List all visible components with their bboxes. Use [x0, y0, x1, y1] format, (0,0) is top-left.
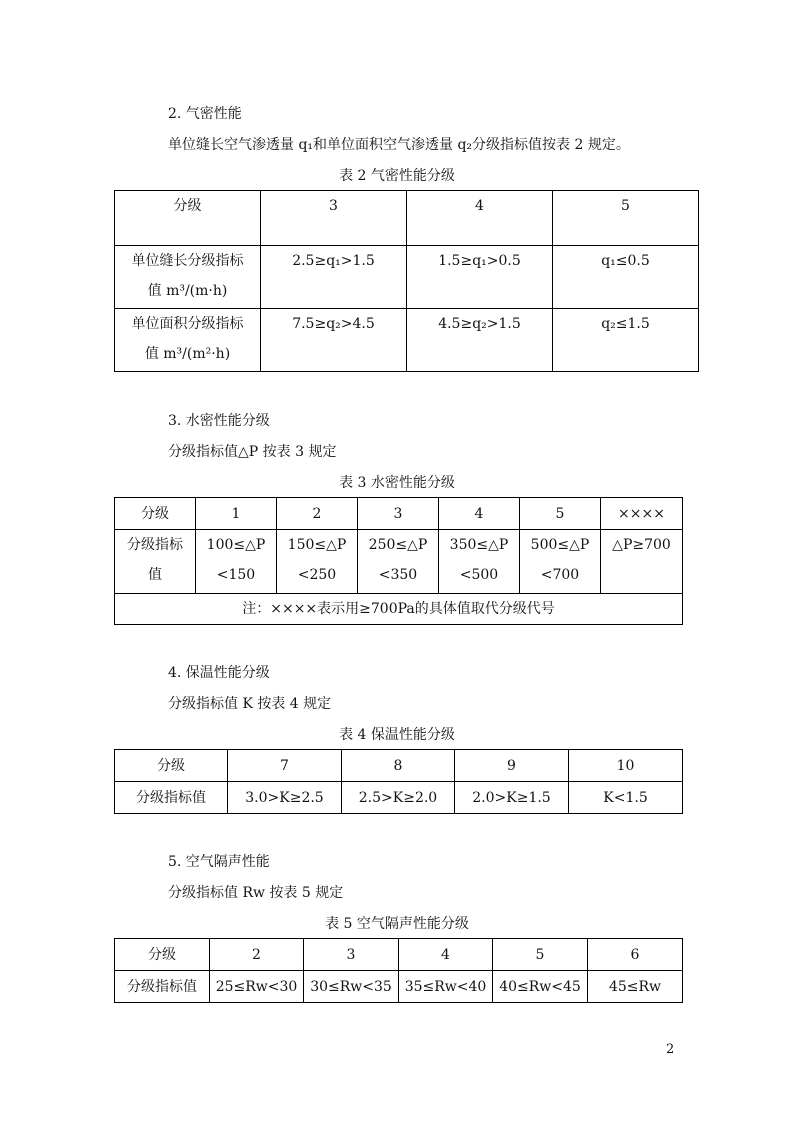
table-cell — [196, 530, 277, 594]
page-number: 2 — [666, 1042, 675, 1057]
section-3-intro: 分级指标值△P 按表 3 规定 — [168, 444, 337, 460]
row-label-line-1: 单位面积分级指标 — [131, 316, 244, 332]
table-cell: 7.5≥q₂>4.5 — [261, 309, 407, 372]
cell-line-1: △P≥700 — [612, 537, 671, 553]
table-cell: 30≤Rw<35 — [304, 971, 399, 1003]
table-cell: 3.0>K≥2.5 — [228, 782, 342, 814]
table-row — [115, 530, 683, 594]
table-row — [115, 309, 699, 372]
table-4-insulation — [114, 749, 683, 814]
table-note: 注：××××表示用≥700Pa的具体值取代分级代号 — [115, 594, 683, 625]
row-label — [115, 309, 261, 372]
table-row — [115, 750, 683, 782]
table-cell — [439, 530, 520, 594]
table-header-cell: 分级 — [115, 191, 261, 246]
section-4-heading: 4. 保温性能分级 — [168, 665, 270, 681]
table-header-cell: 5 — [520, 498, 601, 530]
table-cell: q₁≤0.5 — [553, 246, 699, 309]
table-row — [115, 939, 683, 971]
cell-line-2: <700 — [540, 567, 580, 583]
table-row — [115, 246, 699, 309]
table-header-cell: 4 — [399, 939, 493, 971]
table-header-cell: 5 — [493, 939, 588, 971]
cell-line-2: <350 — [378, 567, 418, 583]
table-header-cell: 8 — [342, 750, 455, 782]
table-cell: 45≤Rw — [588, 971, 683, 1003]
table-4-caption: 表 4 保温性能分级 — [339, 727, 455, 743]
table-cell: 2.0>K≥1.5 — [455, 782, 569, 814]
table-cell — [358, 530, 439, 594]
table-header-cell: 分级 — [115, 939, 210, 971]
section-5-intro: 分级指标值 Rw 按表 5 规定 — [168, 885, 344, 901]
table-row — [115, 594, 683, 625]
table-header-cell: 2 — [277, 498, 358, 530]
table-header-cell: ×××× — [601, 498, 683, 530]
table-cell: q₂≤1.5 — [553, 309, 699, 372]
table-2-airtightness — [114, 190, 699, 372]
table-cell: 4.5≥q₂>1.5 — [407, 309, 553, 372]
table-header-cell: 分级 — [115, 750, 228, 782]
cell-line-1: 350≤△P — [449, 537, 509, 553]
table-header-cell: 9 — [455, 750, 569, 782]
table-cell: 1.5≥q₁>0.5 — [407, 246, 553, 309]
table-row — [115, 498, 683, 530]
table-row — [115, 191, 699, 246]
table-header-cell: 5 — [553, 191, 699, 246]
row-label-line-1: 分级指标 — [127, 537, 183, 553]
table-cell: 35≤Rw<40 — [399, 971, 493, 1003]
cell-line-1: 250≤△P — [368, 537, 428, 553]
table-cell: 2.5>K≥2.0 — [342, 782, 455, 814]
table-3-watertightness — [114, 497, 683, 625]
table-header-cell: 10 — [569, 750, 683, 782]
table-row — [115, 782, 683, 814]
cell-line-1: 500≤△P — [530, 537, 590, 553]
table-cell: 25≤Rw<30 — [210, 971, 304, 1003]
section-2-intro: 单位缝长空气渗透量 q₁和单位面积空气渗透量 q₂分级指标值按表 2 规定。 — [168, 137, 630, 153]
section-3-heading: 3. 水密性能分级 — [168, 413, 270, 429]
table-cell: K<1.5 — [569, 782, 683, 814]
table-header-cell: 2 — [210, 939, 304, 971]
table-header-cell: 3 — [304, 939, 399, 971]
table-header-cell: 3 — [261, 191, 407, 246]
table-cell — [277, 530, 358, 594]
table-cell — [520, 530, 601, 594]
table-header-cell: 分级 — [115, 498, 196, 530]
table-header-cell: 3 — [358, 498, 439, 530]
cell-line-2: <250 — [297, 567, 337, 583]
table-cell: 40≤Rw<45 — [493, 971, 588, 1003]
cell-line-2: <150 — [216, 567, 256, 583]
table-row — [115, 971, 683, 1003]
table-header-cell: 4 — [439, 498, 520, 530]
row-label — [115, 246, 261, 309]
table-3-caption: 表 3 水密性能分级 — [339, 475, 455, 491]
cell-line-1: 100≤△P — [206, 537, 266, 553]
row-label: 分级指标值 — [115, 782, 228, 814]
row-label-line-2: 值 m³/(m²·h) — [144, 346, 231, 362]
table-header-cell: 1 — [196, 498, 277, 530]
section-4-intro: 分级指标值 K 按表 4 规定 — [168, 696, 332, 712]
section-2-heading: 2. 气密性能 — [168, 106, 242, 122]
cell-line-2: <500 — [459, 567, 499, 583]
row-label-line-2: 值 — [148, 567, 162, 583]
table-header-cell: 7 — [228, 750, 342, 782]
table-cell — [601, 530, 683, 594]
row-label: 分级指标值 — [115, 971, 210, 1003]
row-label-line-1: 单位缝长分级指标 — [131, 253, 244, 269]
row-label-line-2: 值 m³/(m·h) — [147, 283, 228, 299]
table-5-caption: 表 5 空气隔声性能分级 — [325, 916, 469, 932]
cell-line-1: 150≤△P — [287, 537, 347, 553]
table-2-caption: 表 2 气密性能分级 — [339, 168, 455, 184]
table-header-cell: 4 — [407, 191, 553, 246]
row-label — [115, 530, 196, 594]
table-cell: 2.5≥q₁>1.5 — [261, 246, 407, 309]
table-5-sound-insulation — [114, 938, 683, 1003]
table-header-cell: 6 — [588, 939, 683, 971]
section-5-heading: 5. 空气隔声性能 — [168, 854, 270, 870]
